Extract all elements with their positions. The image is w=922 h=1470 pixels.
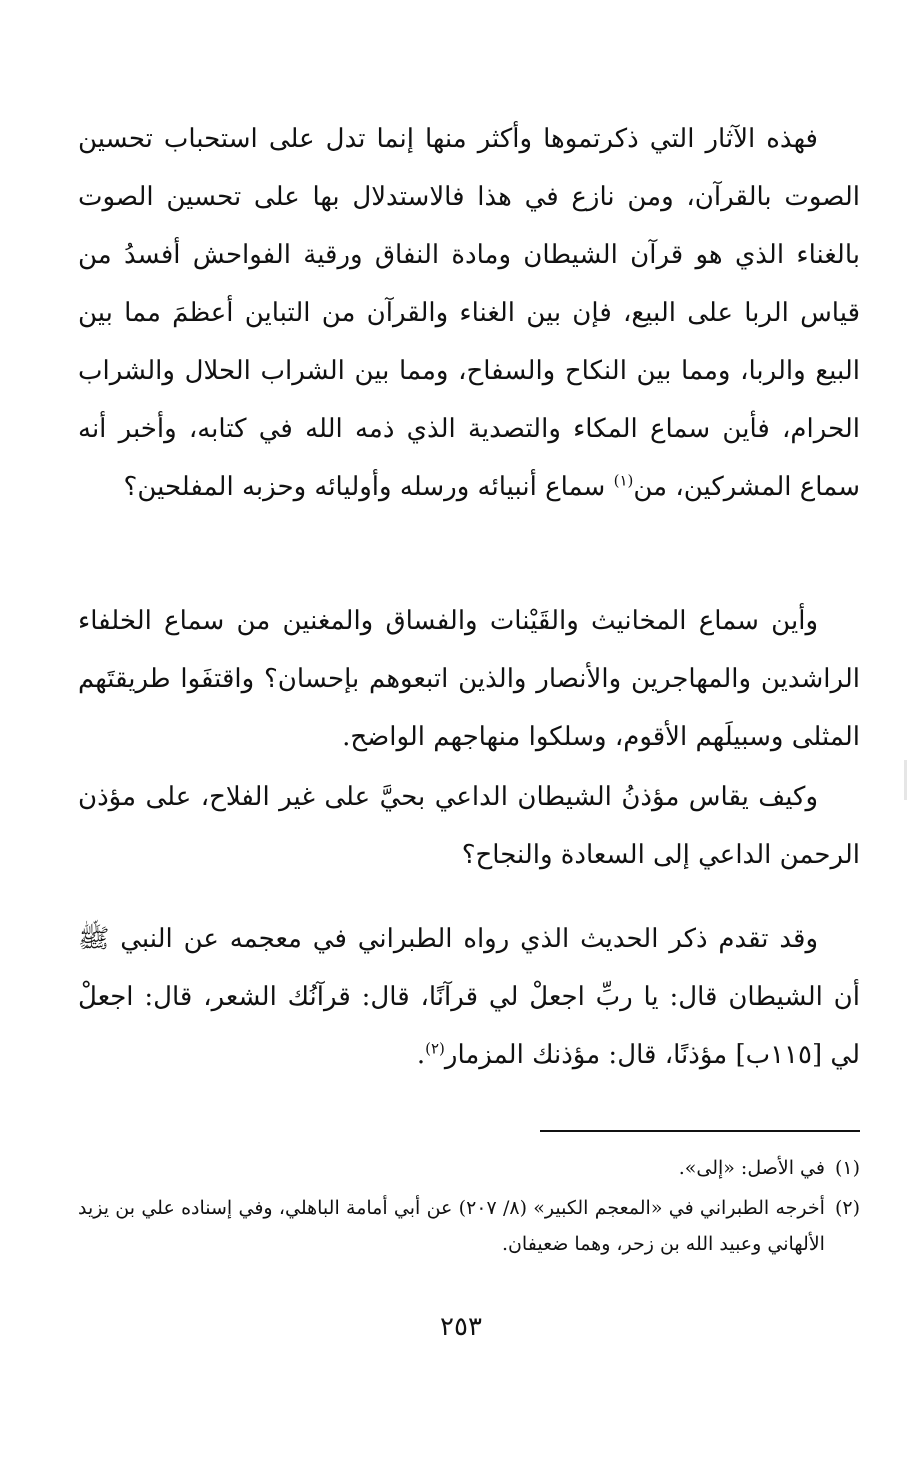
footnote-ref-1: (١) [613, 471, 634, 490]
footnote-1-text: في الأصل: «إلى». [678, 1157, 825, 1179]
footnote-2-number: (٢) [834, 1197, 860, 1219]
paragraph-1-text-cont: سماع أنبيائه ورسله وأوليائه وحزبه المفلحين؟ [123, 472, 614, 502]
footnote-2 [78, 1190, 860, 1262]
footnote-divider [540, 1130, 860, 1132]
paragraph-2 [78, 592, 860, 766]
footnotes [78, 1150, 860, 1266]
paragraph-4-text: وقد تقدم ذكر الحديث الذي رواه الطبراني في معجمه عن النبي ﷺ أن الشيطان قال: يا ربِّ اجعلْ لي قرآنًا، قال: قرآنُك الشعر، قال: اجعلْ لي [١١٥ب] مؤذنًا، قال: مؤذنك المزمار [78, 924, 860, 1070]
paragraph-4 [78, 910, 860, 1084]
paragraph-4-text-cont: . [416, 1040, 426, 1070]
paragraph-1 [78, 110, 860, 516]
footnote-1-number: (١) [834, 1157, 860, 1179]
paragraph-3-text: وكيف يقاس مؤذنُ الشيطان الداعي بحيَّ على غير الفلاح، على مؤذن الرحمن الداعي إلى السعادة والنجاح؟ [78, 782, 860, 870]
paragraph-2-text: وأين سماع المخانيث والقَيْنات والفساق والمغنين من سماع الخلفاء الراشدين والمهاجرين والأنصار والذين اتبعوهم بإحسان؟ واقتفَوا طريقتَهم المثلى وسبيلَهم الأقوم، وسلكوا منهاجهم الواضح. [78, 606, 860, 752]
page-number: ٢٥٣ [440, 1312, 482, 1342]
page-edge-mark [904, 760, 907, 800]
footnote-2-text: أخرجه الطبراني في «المعجم الكبير» (٨/ ٢٠٧) عن أبي أمامة الباهلي، وفي إسناده علي بن يزيد الألهاني وعبيد الله بن زحر، وهما ضعيفان. [78, 1197, 825, 1255]
footnote-1 [78, 1150, 860, 1186]
paragraph-3 [78, 768, 860, 884]
paragraph-1-text: فهذه الآثار التي ذكرتموها وأكثر منها إنما تدل على استحباب تحسين الصوت بالقرآن، ومن نازع في هذا فالاستدلال بها على تحسين الصوت بالغناء الذي هو قرآن الشيطان ومادة النفاق ورقية الفواحش أفسدُ من قياس الربا على البيع، فإن بين الغناء والقرآن من التباين أعظمَ مما بين البيع والربا، ومما بين النكاح والسفاح، ومما بين الشراب الحلال والشراب الحرام، فأين سماع المكاء والتصدية الذي ذمه الله في كتابه، وأخبر أنه سماع المشركين، من [78, 124, 860, 502]
footnote-ref-2: (٢) [425, 1039, 445, 1058]
